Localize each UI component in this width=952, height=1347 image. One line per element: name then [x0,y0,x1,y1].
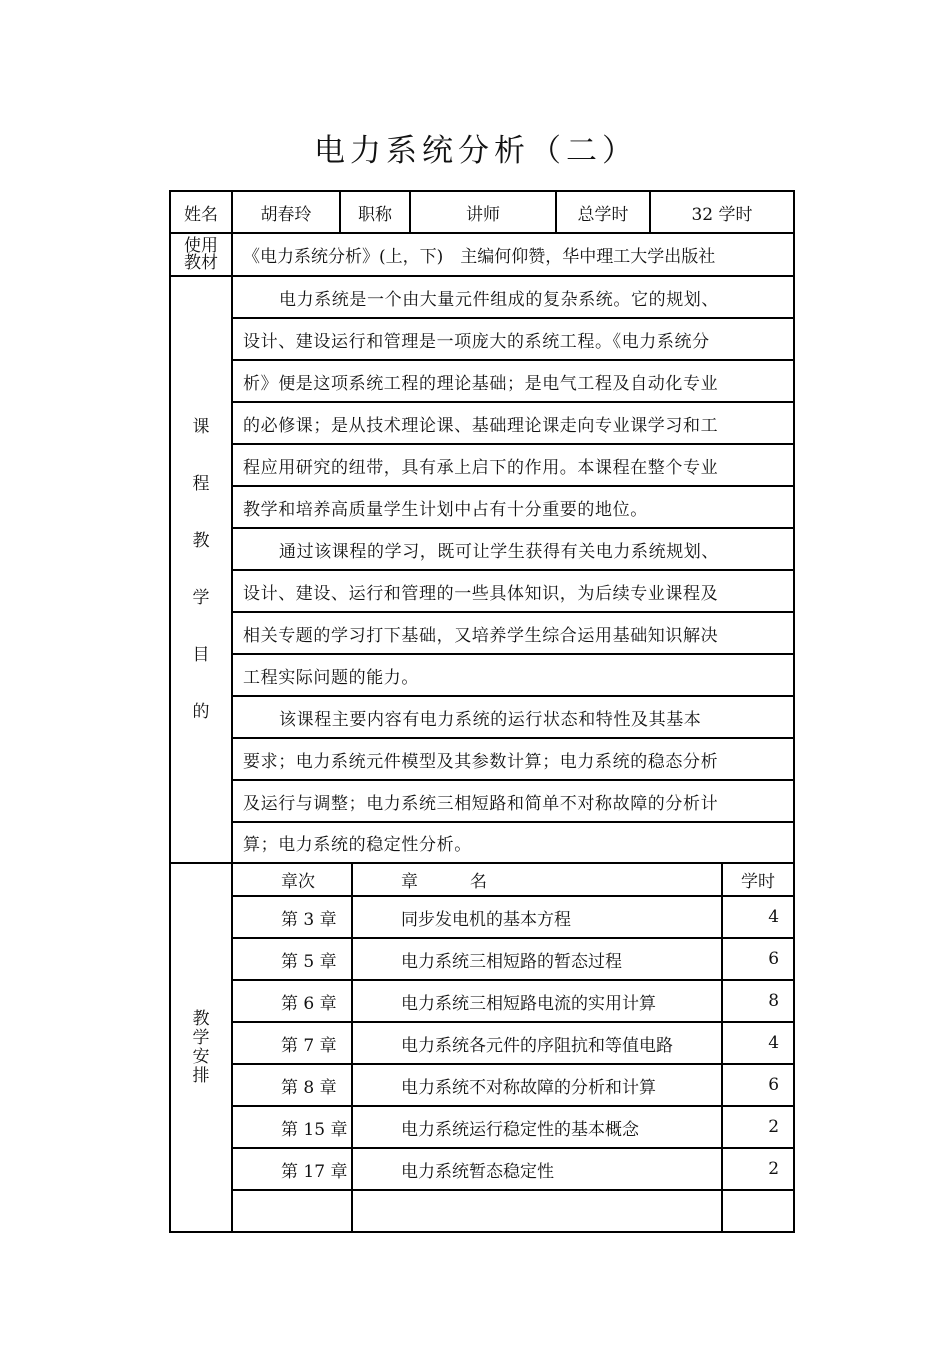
table-row [170,1106,794,1148]
chapter-name: 电力系统三相短路的暂态过程 [352,938,722,980]
name-value: 胡春玲 [232,191,340,233]
textbook-label-line1: 使用 [184,235,218,256]
header-chapter-name [352,863,722,896]
table-row [170,896,794,938]
objective-text-line: 工程实际问题的能力。 [232,654,794,696]
objective-label-char: 程 [192,473,210,494]
chapter-name: 电力系统各元件的序阻抗和等值电路 [352,1022,722,1064]
header-name-right: 名 [470,872,487,892]
objective-text-line: 通过该课程的学习，既可让学生获得有关电力系统规划、 [232,528,794,570]
header-hours: 学时 [722,863,794,896]
objective-text-line: 相关专题的学习打下基础，又培养学生综合运用基础知识解决 [232,612,794,654]
chapter-name: 电力系统三相短路电流的实用计算 [352,980,722,1022]
objective-text-line: 电力系统是一个由大量元件组成的复杂系统。它的规划、 [232,276,794,318]
schedule-label-char: 教 [192,1008,210,1029]
empty-cell [722,1190,794,1232]
objective-line [170,276,794,318]
objective-label-char: 目 [192,644,210,665]
textbook-label [170,233,232,276]
course-table [169,190,795,1233]
schedule-label-char: 排 [192,1065,210,1086]
textbook-value: 《电力系统分析》(上，下) 主编何仰赞，华中理工大学出版社 [232,233,794,276]
rank-value: 讲师 [410,191,556,233]
chapter-name: 电力系统暂态稳定性 [352,1148,722,1190]
empty-row [170,1190,794,1232]
schedule-label-char: 安 [192,1046,210,1067]
empty-cell [232,1190,352,1232]
objective-text-line: 设计、建设、运行和管理的一些具体知识，为后续专业课程及 [232,570,794,612]
chapter-hours: 4 [722,896,794,938]
chapter-number: 第 7 章 [232,1022,352,1064]
total-hours-value: 32 学时 [650,191,794,233]
chapter-hours: 6 [722,1064,794,1106]
textbook-label-line2: 教材 [184,252,218,273]
chapter-hours: 6 [722,938,794,980]
table-row [170,1022,794,1064]
schedule-header-row [170,863,794,896]
objective-text-line: 设计、建设运行和管理是一项庞大的系统工程。《电力系统分 [232,318,794,360]
objective-text-line: 析》便是这项系统工程的理论基础；是电气工程及自动化专业 [232,360,794,402]
schedule-label [170,863,232,1232]
document-title: 电力系统分析（二） [314,133,638,169]
chapter-number: 第 8 章 [232,1064,352,1106]
total-hours-label: 总学时 [556,191,650,233]
header-name-left: 章 [401,872,418,892]
objective-text-line: 要求；电力系统元件模型及其参数计算；电力系统的稳态分析 [232,738,794,780]
objective-text-line: 该课程主要内容有电力系统的运行状态和特性及其基本 [232,696,794,738]
chapter-name: 电力系统运行稳定性的基本概念 [352,1106,722,1148]
chapter-hours: 8 [722,980,794,1022]
objective-label-char: 课 [192,416,210,437]
chapter-number: 第 5 章 [232,938,352,980]
schedule-label-char: 学 [192,1027,210,1048]
objective-text-line: 程应用研究的纽带，具有承上启下的作用。本课程在整个专业 [232,444,794,486]
chapter-number: 第 15 章 [232,1106,352,1148]
info-row [170,191,794,233]
table-row [170,980,794,1022]
table-row [170,938,794,980]
textbook-row [170,233,794,276]
objective-text-line: 及运行与调整；电力系统三相短路和简单不对称故障的分析计 [232,780,794,822]
rank-label: 职称 [340,191,410,233]
chapter-hours: 4 [722,1022,794,1064]
chapter-number: 第 6 章 [232,980,352,1022]
chapter-name: 电力系统不对称故障的分析和计算 [352,1064,722,1106]
empty-cell [352,1190,722,1232]
table-row [170,1064,794,1106]
objective-text-line: 的必修课；是从技术理论课、基础理论课走向专业课学习和工 [232,402,794,444]
objective-label-char: 的 [192,701,210,722]
objective-text-line: 算；电力系统的稳定性分析。 [232,822,794,863]
table-row [170,1148,794,1190]
objective-label-char: 学 [192,587,210,608]
chapter-name: 同步发电机的基本方程 [352,896,722,938]
chapter-hours: 2 [722,1148,794,1190]
chapter-hours: 2 [722,1106,794,1148]
name-label: 姓名 [170,191,232,233]
objective-label [170,276,232,863]
header-chapter: 章次 [232,863,352,896]
chapter-number: 第 3 章 [232,896,352,938]
objective-text-line: 教学和培养高质量学生计划中占有十分重要的地位。 [232,486,794,528]
chapter-number: 第 17 章 [232,1148,352,1190]
objective-label-char: 教 [192,530,210,551]
